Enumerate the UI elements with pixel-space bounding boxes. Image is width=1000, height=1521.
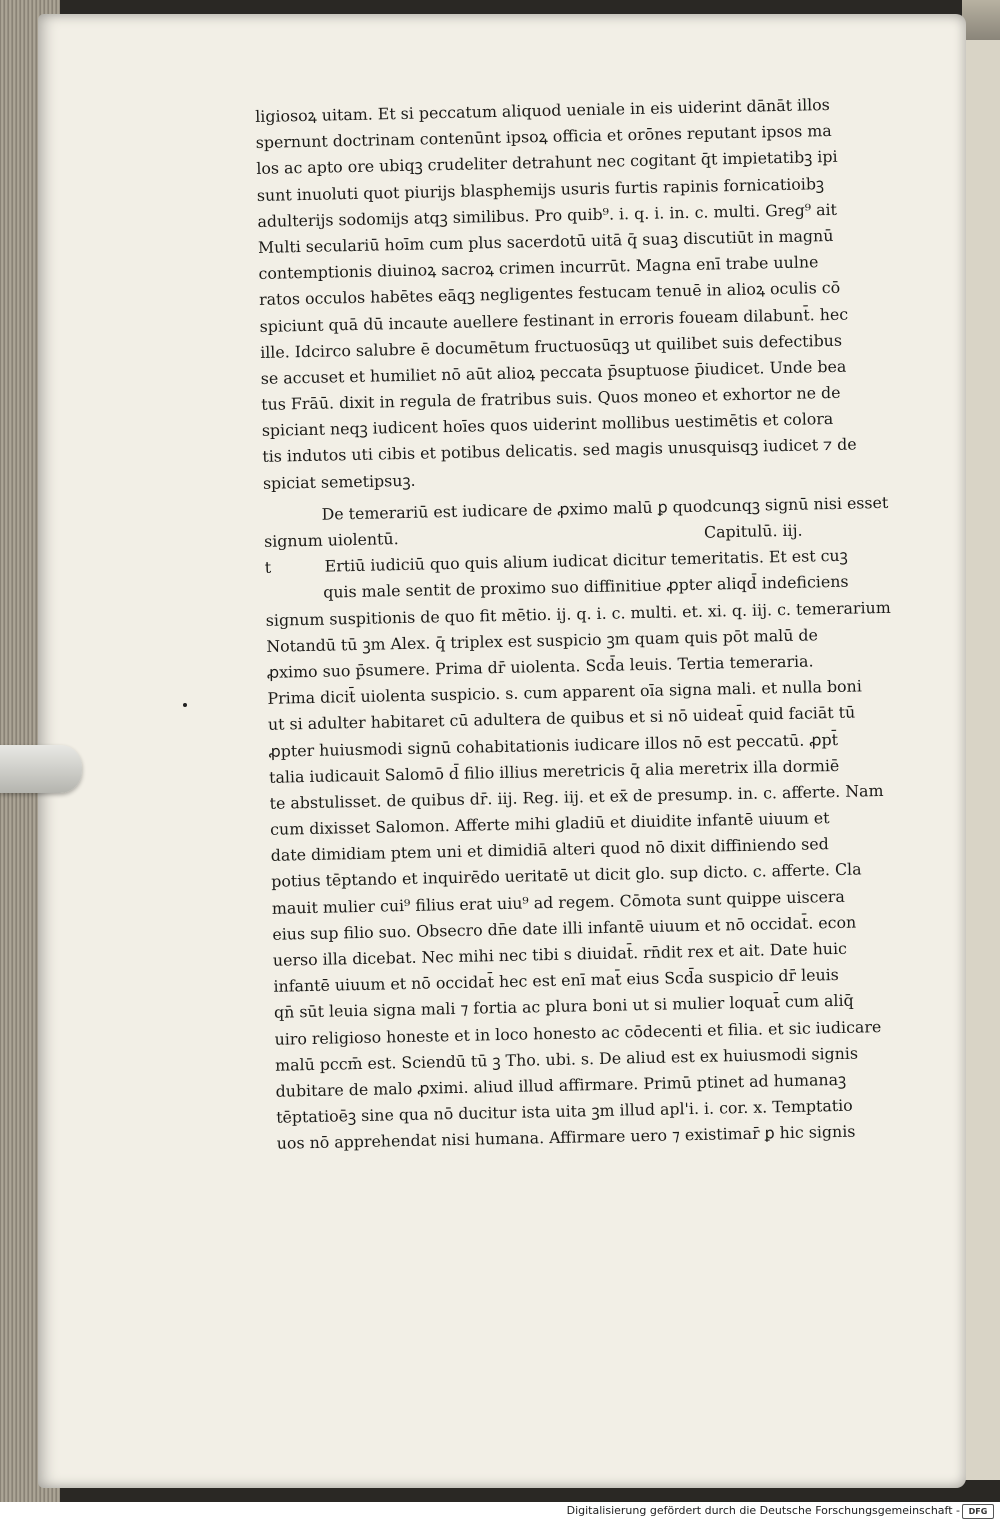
initial-letter: t <box>264 557 272 578</box>
footer-credit: Digitalisierung gefördert durch die Deutsche Forschungsgemeinschaft - <box>566 1504 960 1517</box>
paragraph-1 <box>255 91 903 497</box>
chapter-heading: De temerariū est iudicare de ꝓximo malū ꝑ quodcunqꝫ signū nisi esset <box>321 492 889 524</box>
text-line: te abstulisset. de quibus dr̄. iij. Reg. iij. et ex̄ de presump. in. c. afferte. Nam <box>269 780 884 813</box>
text-line: tis indutos uti cibis et potibus delicatis. sed magis unusquisqꝫ iudicet ⁊ de <box>262 434 857 467</box>
text-line: spiciunt quā dū incaute auellere festinant in erroris foueam dilabunt̄. hec <box>259 304 849 336</box>
text-line: adulterijs sodomijs atqꝫ similibus. Pro quib⁹. i. q. i. in. c. multi. Greg⁹ ait <box>257 199 838 231</box>
text-line: date dimidiam ptem uni et dimidiā alteri quod nō dixit diffiniendo sed <box>270 834 829 866</box>
text-line: qn̄ sūt leuia signa mali ⁊ fortia ac plura boni ut si mulier loquat̄ cum aliq̄ <box>273 991 854 1023</box>
text-line: uerso illa dicebat. Nec mihi nec tibi s diuidat̄. rn̄dit rex et ait. Date huic <box>272 938 848 970</box>
text-line: talia iudicauit Salomō d̄ filio illius meretricis q̄ alia meretrix illa dormiē <box>268 755 840 787</box>
text-line: tēptatioēꝫ sine qua nō ducitur ista uita ꝫm illud apl'i. i. cor. x. Temptatio <box>276 1095 853 1127</box>
book-clip <box>0 745 82 793</box>
text-line: se accuset et humiliet nō aūt alioꝝ peccata p̄suptuose p̄iudicet. Unde bea <box>260 356 847 388</box>
first-line-text: Ertiū iudiciū quo quis alium iudicat dicitur temeritatis. Et est cuꝫ <box>324 545 848 576</box>
dfg-logo: DFG <box>962 1504 994 1519</box>
text-line: los ac apto ore ubiqꝫ crudeliter detrahunt nec cogitant q̄t impietatibꝫ ipi <box>256 147 838 179</box>
text-line: signum suspitionis de quo fit mētio. ij. q. i. c. multi. et. xi. q. iij. c. temerarium <box>265 597 891 630</box>
book-binding <box>962 0 1000 40</box>
text-line: Notandū tū ꝫm Alex. q̄ triplex est suspicio ꝫm quam quis pōt malū de <box>266 625 819 656</box>
text-line: uiro religioso honeste et in loco honesto ac cōdecenti et filia. et sic iudicare <box>274 1016 882 1049</box>
text-line: quis male sentit de proximo suo diffinitiue ꝓpter aliqd̄ indeficiens <box>323 572 849 603</box>
text-line: spiciat semetipsuꝫ. <box>262 470 416 493</box>
text-line: sunt inuoluti quot piurijs blasphemijs usuris furtis rapinis fornicatioibꝫ <box>256 173 825 205</box>
text-line: eius sup filio suo. Obsecro dn̄e date illi infantē uiuum et nō occidat̄. econ <box>272 912 857 944</box>
text-line: spernunt doctrinam contenūnt ipsoꝝ officia et orōnes reputant ipsos ma <box>255 121 832 153</box>
text-line: uos nō apprehendat nisi humana. Affirmare uero ⁊ existimar̄ ꝑ hic signis <box>276 1121 856 1154</box>
text-line: tus Frāū. dixit in regula de fratribus suis. Quos moneo et exhortor ne de <box>261 382 841 414</box>
text-line: spiciant neqꝫ iudicent hoīes quos uiderint mollibus uestimētis et colora <box>261 409 834 441</box>
text-line: ꝓpter huiusmodi signū cohabitationis iudicare illos nō est peccatū. ꝓpt̄ <box>268 729 839 761</box>
page-text <box>255 91 917 1158</box>
text-line: Prima dicit̄ uiolenta suspicio. s. cum apparent oīa signa mali. et nulla boni <box>267 676 863 708</box>
text-line: ille. Idcirco salubre ē documētum fructuosūqꝫ ut quilibet suis defectibus <box>259 330 843 362</box>
text-line: contemptionis diuinoꝝ sacroꝝ crimen incurrūt. Magna enī trabe uulne <box>258 252 819 284</box>
text-line: ligiosoꝝ uitam. Et si peccatum aliquod ueniale in eis uiderint dānāt illos <box>255 94 830 126</box>
text-line: cum dixisset Salomon. Afferte mihi gladiū et diuidite infantē uiuum et <box>269 808 830 839</box>
text-line: infantē uiuum et nō occidat̄ hec est enī mat̄ eius Scd̄a suspicio dr̄ leuis <box>273 965 840 996</box>
chapter-heading-end: signum uiolentū. <box>263 529 399 551</box>
ink-dot <box>183 703 187 707</box>
text-line: ratos occulos habētes eāqꝫ negligentes festucam tenuē in alioꝝ oculis cō <box>258 278 841 310</box>
text-line: ut si adulter habitaret cū adultera de quibus et si nō uideat̄ quid faciāt tū <box>267 702 856 735</box>
text-line: dubitare de malo ꝓximi. aliud illud affirmare. Primū ptinet ad humanaꝫ <box>275 1069 847 1101</box>
footer-bar <box>0 1502 1000 1521</box>
text-line: ꝓximo suo p̄sumere. Prima dr̄ uiolenta. Scd̄a leuis. Tertia temeraria. <box>266 651 814 682</box>
text-line: mauit mulier cui⁹ filius erat uiu⁹ ad regem. Cōmota sunt quippe uiscera <box>271 886 845 918</box>
text-line: malū pccm̄ est. Sciendū tū ꝫ Tho. ubi. s. De aliud est ex huiusmodi signis <box>274 1043 859 1075</box>
text-line: Multi seculariū hoīm cum plus sacerdotū uitā q̄ suaꝫ discutiūt in magnū <box>257 225 834 257</box>
text-line: potius tēptando et inquirēdo ueritatē ut dicit glo. sup dicto. c. afferte. Cla <box>271 859 862 892</box>
chapter-label: Capitulū. iij. <box>703 520 803 542</box>
